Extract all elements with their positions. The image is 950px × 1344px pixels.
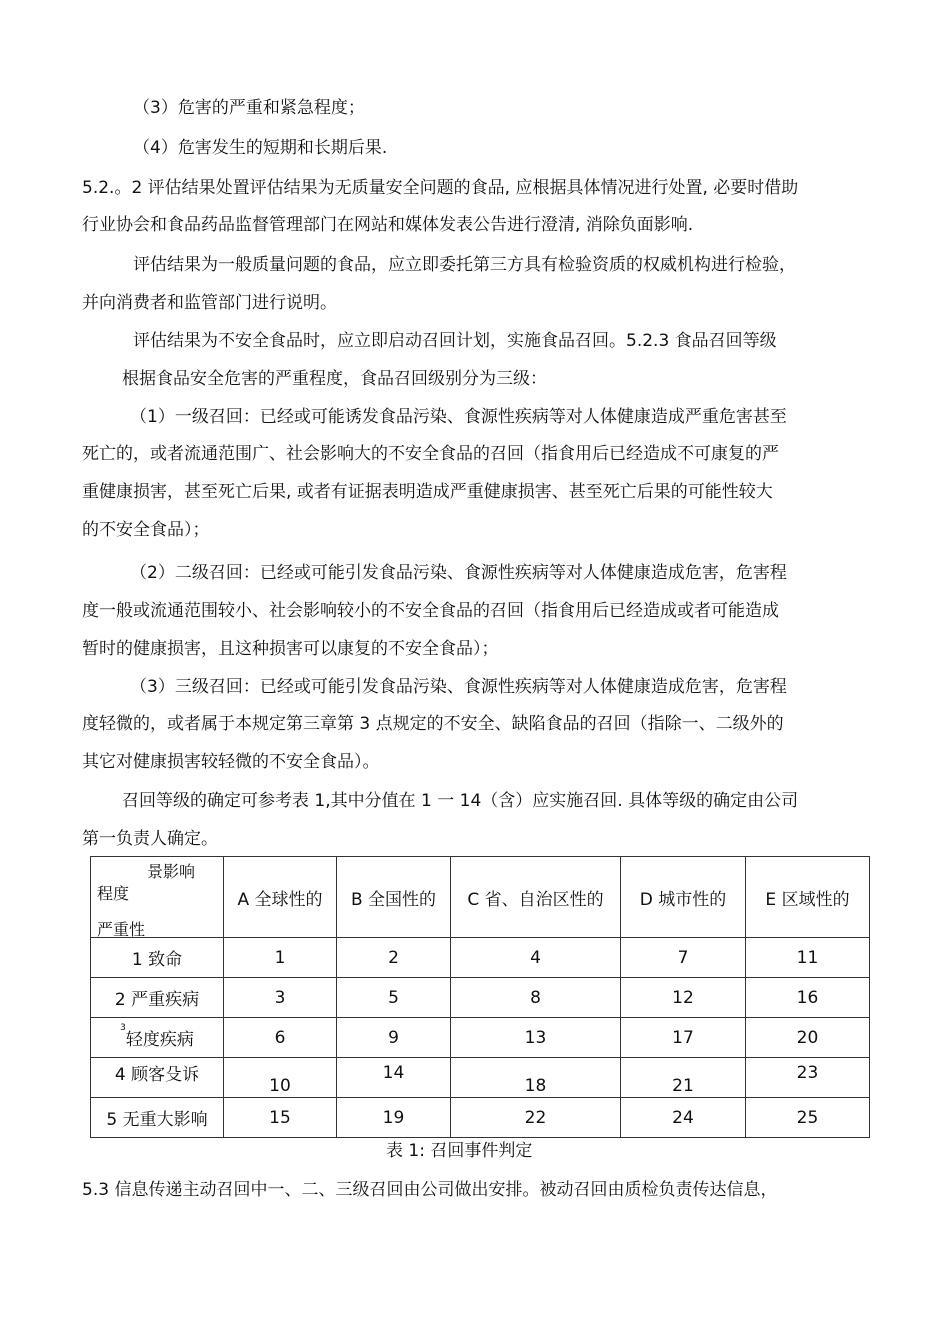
table-cell: 16: [746, 978, 870, 1018]
table-cell: 20: [746, 1018, 870, 1058]
column-header: D 城市性的: [621, 857, 746, 938]
paragraph-line: 暂时的健康损害，且这种损害可以康复的不安全食品）；: [82, 639, 499, 659]
section-5-2-2-line: 5.2.。2 评估结果处置评估结果为无质量安全问题的食品, 应根据具体情况进行处置, 必要时借助: [82, 178, 799, 198]
table-cell: 2: [337, 938, 451, 978]
row-label-text: 轻度疾病: [125, 1030, 194, 1050]
paragraph-line: 的不安全食品）；: [82, 520, 210, 540]
column-header: A 全球性的: [224, 857, 337, 938]
paragraph-line: （3）危害的严重和紧急程度；: [133, 98, 365, 118]
column-header: B 全国性的: [337, 857, 451, 938]
section-5-2-3-line: 评估结果为不安全食品时，应立即启动召回计划，实施食品召回。5.2.3 食品召回等级: [133, 331, 777, 351]
table-cell: [224, 1058, 337, 1098]
paragraph-line: 召回等级的确定可参考表 1,其中分值在 1 一 14（含）应实施召回. 具体等级的确定由公司: [122, 791, 799, 811]
table-cell: 13: [451, 1018, 621, 1058]
table-header-row: [91, 857, 870, 938]
table-cell: 11: [746, 938, 870, 978]
row-label: 2 严重疾病: [91, 978, 224, 1018]
table-row: [91, 1018, 870, 1058]
cell-value: 21: [672, 1075, 694, 1096]
row-label: [91, 1018, 224, 1058]
section-5-3-line: 5.3 信息传递主动召回中一、二、三级召回由公司做出安排。被动召回由质检负责传达信息，: [82, 1180, 778, 1200]
table-cell: 3: [224, 978, 337, 1018]
table-cell: 25: [746, 1098, 870, 1138]
recall-judgement-table: [90, 856, 870, 1138]
table-cell: 9: [337, 1018, 451, 1058]
row-label: [91, 1058, 224, 1098]
paragraph-line: 度一般或流通范围较小、社会影响较小的不安全食品的召回（指食用后已经造成或者可能造成: [82, 601, 779, 621]
row-label: 5 无重大影响: [91, 1098, 224, 1138]
paragraph-line: 第一负责人确定。: [82, 829, 218, 849]
table-cell: 15: [224, 1098, 337, 1138]
cell-value: 10: [269, 1075, 291, 1096]
paragraph-line: 重健康损害，甚至死亡后果, 或者有证据表明造成严重健康损害、甚至死亡后果的可能性较大: [82, 482, 773, 502]
paragraph-line: 评估结果为一般质量问题的食品，应立即委托第三方具有检验资质的权威机构进行检验，: [133, 255, 796, 275]
table-cell: [337, 1058, 451, 1098]
corner-severity-label: 严重性: [97, 920, 146, 939]
level-1-recall-line: （1）一级召回：已经或可能诱发食品污染、食源性疾病等对人体健康造成严重危害甚至: [130, 407, 787, 427]
cell-value: 14: [382, 1062, 405, 1083]
paragraph-line: （4）危害发生的短期和长期后果.: [133, 138, 388, 158]
cell-value: 18: [524, 1075, 547, 1096]
row-label-number: 3: [120, 1023, 126, 1033]
column-header: E 区域性的: [746, 857, 870, 938]
paragraph-line: 度轻微的，或者属于本规定第三章第 3 点规定的不安全、缺陷食品的召回（指除一、二级外的: [82, 714, 784, 734]
paragraph-line: 并向消费者和监管部门进行说明。: [82, 293, 337, 313]
table-caption: 表 1: 召回事件判定: [386, 1141, 533, 1161]
table-row: [91, 978, 870, 1018]
paragraph-line: 根据食品安全危害的严重程度，食品召回级别分为三级：: [122, 369, 547, 389]
table-cell: [746, 1058, 870, 1098]
table-cell: 12: [621, 978, 746, 1018]
paragraph-line: 行业协会和食品药品监督管理部门在网站和媒体发表公告进行澄清, 消除负面影响.: [82, 215, 694, 235]
table-cell: [621, 1058, 746, 1098]
level-3-recall-line: （3）三级召回：已经或可能引发食品污染、食源性疾病等对人体健康造成危害，危害程: [130, 677, 787, 697]
table-cell: 4: [451, 938, 621, 978]
table-cell: [451, 1058, 621, 1098]
table-cell: 1: [224, 938, 337, 978]
corner-impact-label: 景影响: [147, 862, 196, 881]
level-2-recall-line: （2）二级召回：已经或可能引发食品污染、食源性疾病等对人体健康造成危害，危害程: [130, 563, 787, 583]
table-row: [91, 1058, 870, 1098]
row-label-text: 4 顾客殳诉: [114, 1065, 200, 1085]
table-cell: 17: [621, 1018, 746, 1058]
table-cell: 8: [451, 978, 621, 1018]
table-row: [91, 1098, 870, 1138]
cell-value: 23: [796, 1062, 819, 1083]
table-cell: 5: [337, 978, 451, 1018]
table-cell: 7: [621, 938, 746, 978]
column-header: C 省、自治区性的: [451, 857, 621, 938]
paragraph-line: 其它对健康损害较轻微的不安全食品）。: [82, 752, 380, 772]
table-cell: 24: [621, 1098, 746, 1138]
table-cell: 6: [224, 1018, 337, 1058]
row-label: 1 致命: [91, 938, 224, 978]
table-cell: 22: [451, 1098, 621, 1138]
paragraph-line: 死亡的，或者流通范围广、社会影响大的不安全食品的召回（指食用后已经造成不可康复的严: [82, 444, 779, 464]
table-row: [91, 938, 870, 978]
table-cell: 19: [337, 1098, 451, 1138]
corner-degree-label: 程度: [97, 884, 130, 903]
corner-header-cell: [91, 857, 224, 938]
